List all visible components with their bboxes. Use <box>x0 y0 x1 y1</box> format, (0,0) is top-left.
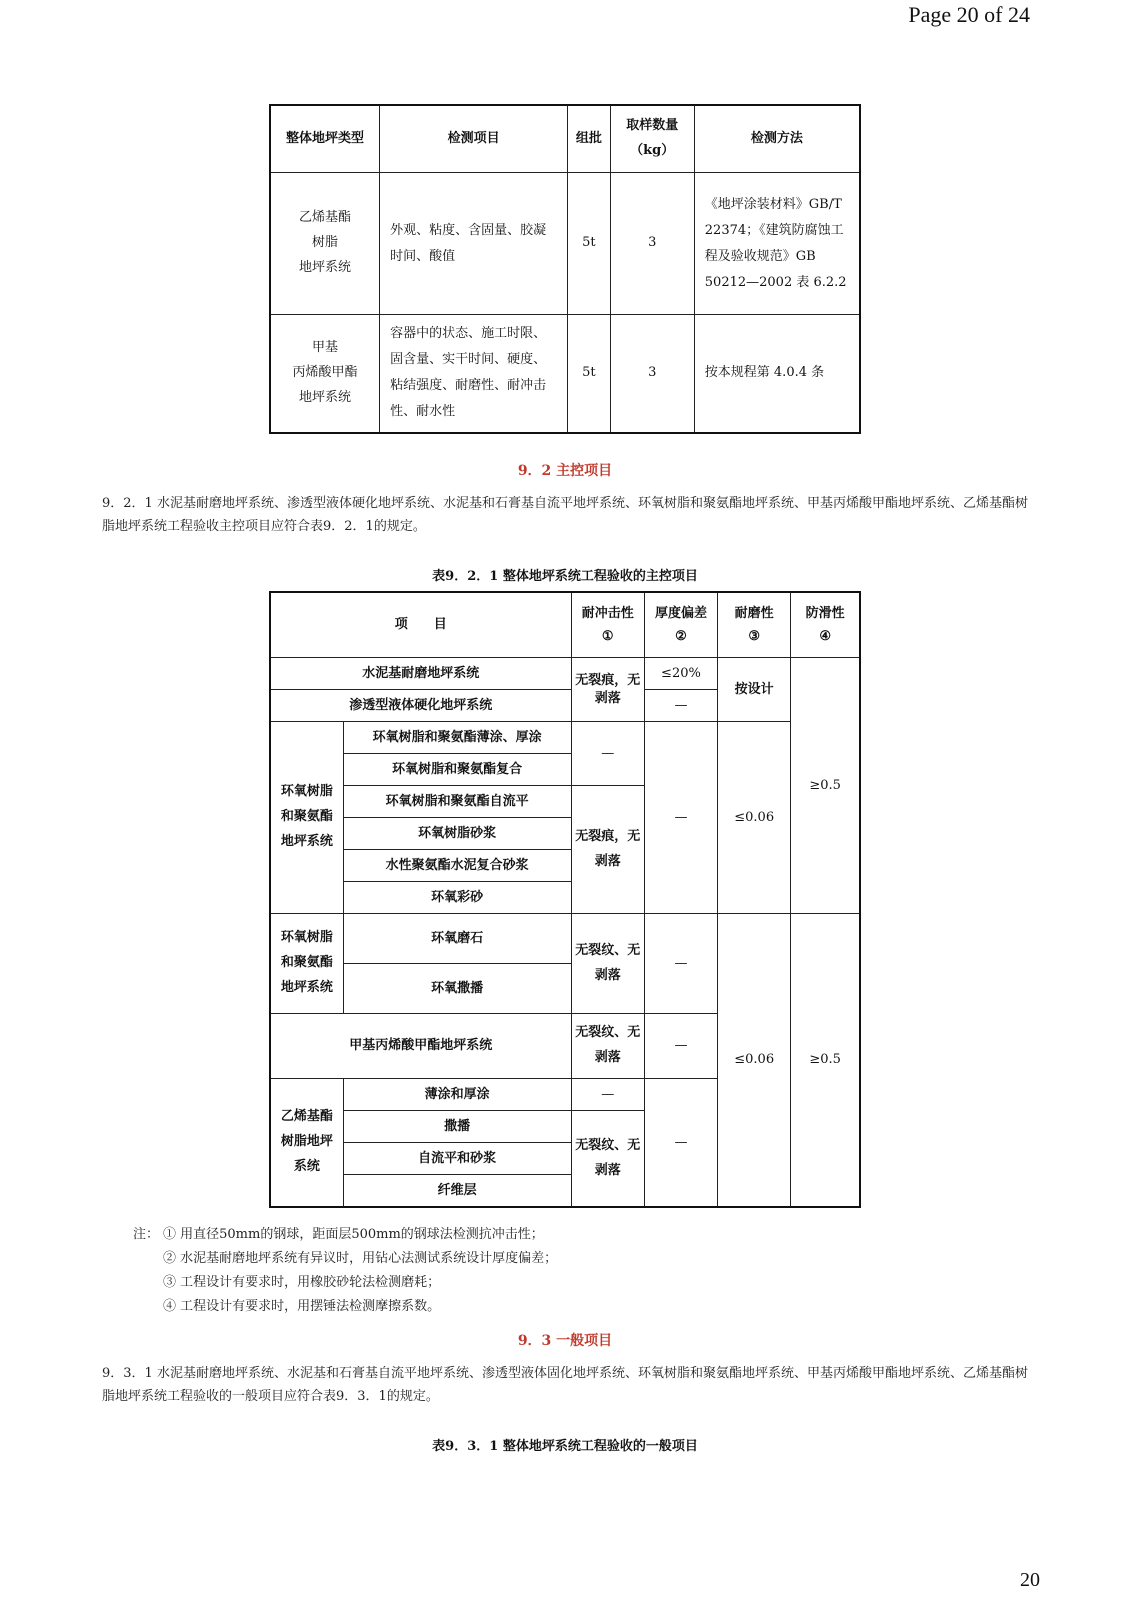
note-text: ① 用直径50mm的钢球，距面层500mm的钢球法检测抗冲击性； <box>163 1227 544 1242</box>
thickness-value: — <box>644 722 717 914</box>
wear-value: ≤0.06 <box>718 722 791 914</box>
sub-item: 撒播 <box>343 1111 571 1143</box>
note-text: ④ 工程设计有要求时，用摆锤法检测摩擦系数。 <box>163 1299 441 1314</box>
impact-value: 无裂痕，无剥落 <box>571 786 644 914</box>
slip-value: ≥0.5 <box>791 658 860 914</box>
note-item <box>133 1295 557 1319</box>
cell-method: 按本规程第 4.0.4 条 <box>694 315 860 433</box>
col-header-batch: 组批 <box>568 105 611 173</box>
table-row <box>270 658 860 690</box>
col-header-wear: 耐磨性 ③ <box>718 592 791 658</box>
sub-item: 环氧树脂和聚氨酯复合 <box>343 754 571 786</box>
thickness-value: — <box>644 1079 717 1208</box>
note-text: ③ 工程设计有要求时，用橡胶砂轮法检测磨耗； <box>163 1275 441 1290</box>
sampling-table <box>269 104 861 434</box>
sub-item: 薄涂和厚涂 <box>343 1079 571 1111</box>
impact-value: 无裂纹、无剥落 <box>571 1014 644 1079</box>
cell-method: 《地坪涂装材料》GB/T 22374；《建筑防腐蚀工程及验收规范》GB 50212—2002 表 6.2.2 <box>694 173 860 315</box>
thickness-value: — <box>644 690 717 722</box>
table-row <box>270 914 860 964</box>
col-header-items: 检测项目 <box>380 105 568 173</box>
table-caption: 表9．3．1 整体地坪系统工程验收的一般项目 <box>432 1439 698 1454</box>
group-label-vinyl: 乙烯基酯 树脂地坪 系统 <box>270 1079 343 1208</box>
col-header-method: 检测方法 <box>694 105 860 173</box>
sub-item: 环氧树脂和聚氨酯薄涂、厚涂 <box>343 722 571 754</box>
paragraph: 9．2．1 水泥基耐磨地坪系统、渗透型液体硬化地坪系统、水泥基和石膏基自流平地坪系统、环氧树脂和聚氨酯地坪系统、甲基丙烯酸甲酯地坪系统、乙烯基酯树脂地坪系统工程验收主控项目应符合表9．2．1的规定。 <box>102 496 1028 534</box>
table-row <box>270 315 860 433</box>
item-cement-wear: 水泥基耐磨地坪系统 <box>270 658 571 690</box>
sub-item: 环氧树脂砂浆 <box>343 818 571 850</box>
col-header-item: 项 目 <box>270 592 571 658</box>
table-row <box>270 173 860 315</box>
table-header-row <box>270 105 860 173</box>
impact-value: — <box>571 722 644 786</box>
col-header-thickness: 厚度偏差 ② <box>644 592 717 658</box>
slip-value: ≥0.5 <box>791 914 860 1208</box>
cell-batch: 5t <box>568 315 611 433</box>
group-label-epoxy-2: 环氧树脂 和聚氨酯 地坪系统 <box>270 914 343 1014</box>
paragraph: 9．3．1 水泥基耐磨地坪系统、水泥基和石膏基自流平地坪系统、渗透型液体固化地坪系统、环氧树脂和聚氨酯地坪系统、甲基丙烯酸甲酯地坪系统、乙烯基酯树脂地坪系统工程验收的一般项目应符合表9．3．1的规定。 <box>102 1366 1028 1404</box>
item-mma: 甲基丙烯酸甲酯地坪系统 <box>270 1014 571 1079</box>
thickness-value: ≤20% <box>644 658 717 690</box>
table-caption: 表9．2．1 整体地坪系统工程验收的主控项目 <box>432 569 698 584</box>
sub-item: 环氧彩砂 <box>343 882 571 914</box>
cell-items: 外观、粘度、含固量、胶凝时间、酸值 <box>380 173 568 315</box>
sub-item: 自流平和砂浆 <box>343 1143 571 1175</box>
impact-value: 无裂纹、无剥落 <box>571 1111 644 1208</box>
item-penetrating: 渗透型液体硬化地坪系统 <box>270 690 571 722</box>
sub-item: 环氧树脂和聚氨酯自流平 <box>343 786 571 818</box>
cell-quantity: 3 <box>610 173 694 315</box>
cell-type: 甲基 丙烯酸甲酯 地坪系统 <box>270 315 380 433</box>
cell-batch: 5t <box>568 173 611 315</box>
col-header-slip: 防滑性 ④ <box>791 592 860 658</box>
notes-label: 注： <box>133 1227 160 1242</box>
page-number: 20 <box>1020 1569 1040 1591</box>
group-label-epoxy: 环氧树脂 和聚氨酯 地坪系统 <box>270 722 343 914</box>
note-text: ② 水泥基耐磨地坪系统有异议时，用钻心法测试系统设计厚度偏差； <box>163 1251 558 1266</box>
sub-item: 纤维层 <box>343 1175 571 1208</box>
thickness-value: — <box>644 914 717 1014</box>
thickness-value: — <box>644 1014 717 1079</box>
impact-value: — <box>571 1079 644 1111</box>
table-notes <box>133 1223 557 1319</box>
impact-value: 无裂痕，无剥落 <box>571 658 644 722</box>
cell-type: 乙烯基酯 树脂 地坪系统 <box>270 173 380 315</box>
note-item <box>133 1271 557 1295</box>
table-row <box>270 722 860 754</box>
section-title: 9．2 主控项目 <box>517 463 613 479</box>
sub-item: 环氧磨石 <box>343 914 571 964</box>
sub-item: 水性聚氨酯水泥复合砂浆 <box>343 850 571 882</box>
col-header-type: 整体地坪类型 <box>270 105 380 173</box>
page-header: Page 20 of 24 <box>908 2 1030 27</box>
table-header-row <box>270 592 860 658</box>
col-header-quantity: 取样数量 （kg） <box>610 105 694 173</box>
section-title: 9．3 一般项目 <box>517 1333 613 1349</box>
cell-items: 容器中的状态、施工时限、固含量、实干时间、硬度、粘结强度、耐磨性、耐冲击性、耐水性 <box>380 315 568 433</box>
cell-quantity: 3 <box>610 315 694 433</box>
main-items-table <box>269 591 861 1208</box>
wear-value: 按设计 <box>718 658 791 722</box>
sub-item: 环氧撒播 <box>343 964 571 1014</box>
wear-value: ≤0.06 <box>718 914 791 1208</box>
col-header-impact: 耐冲击性 ① <box>571 592 644 658</box>
note-item <box>133 1223 557 1247</box>
note-item <box>133 1247 557 1271</box>
impact-value: 无裂纹、无剥落 <box>571 914 644 1014</box>
